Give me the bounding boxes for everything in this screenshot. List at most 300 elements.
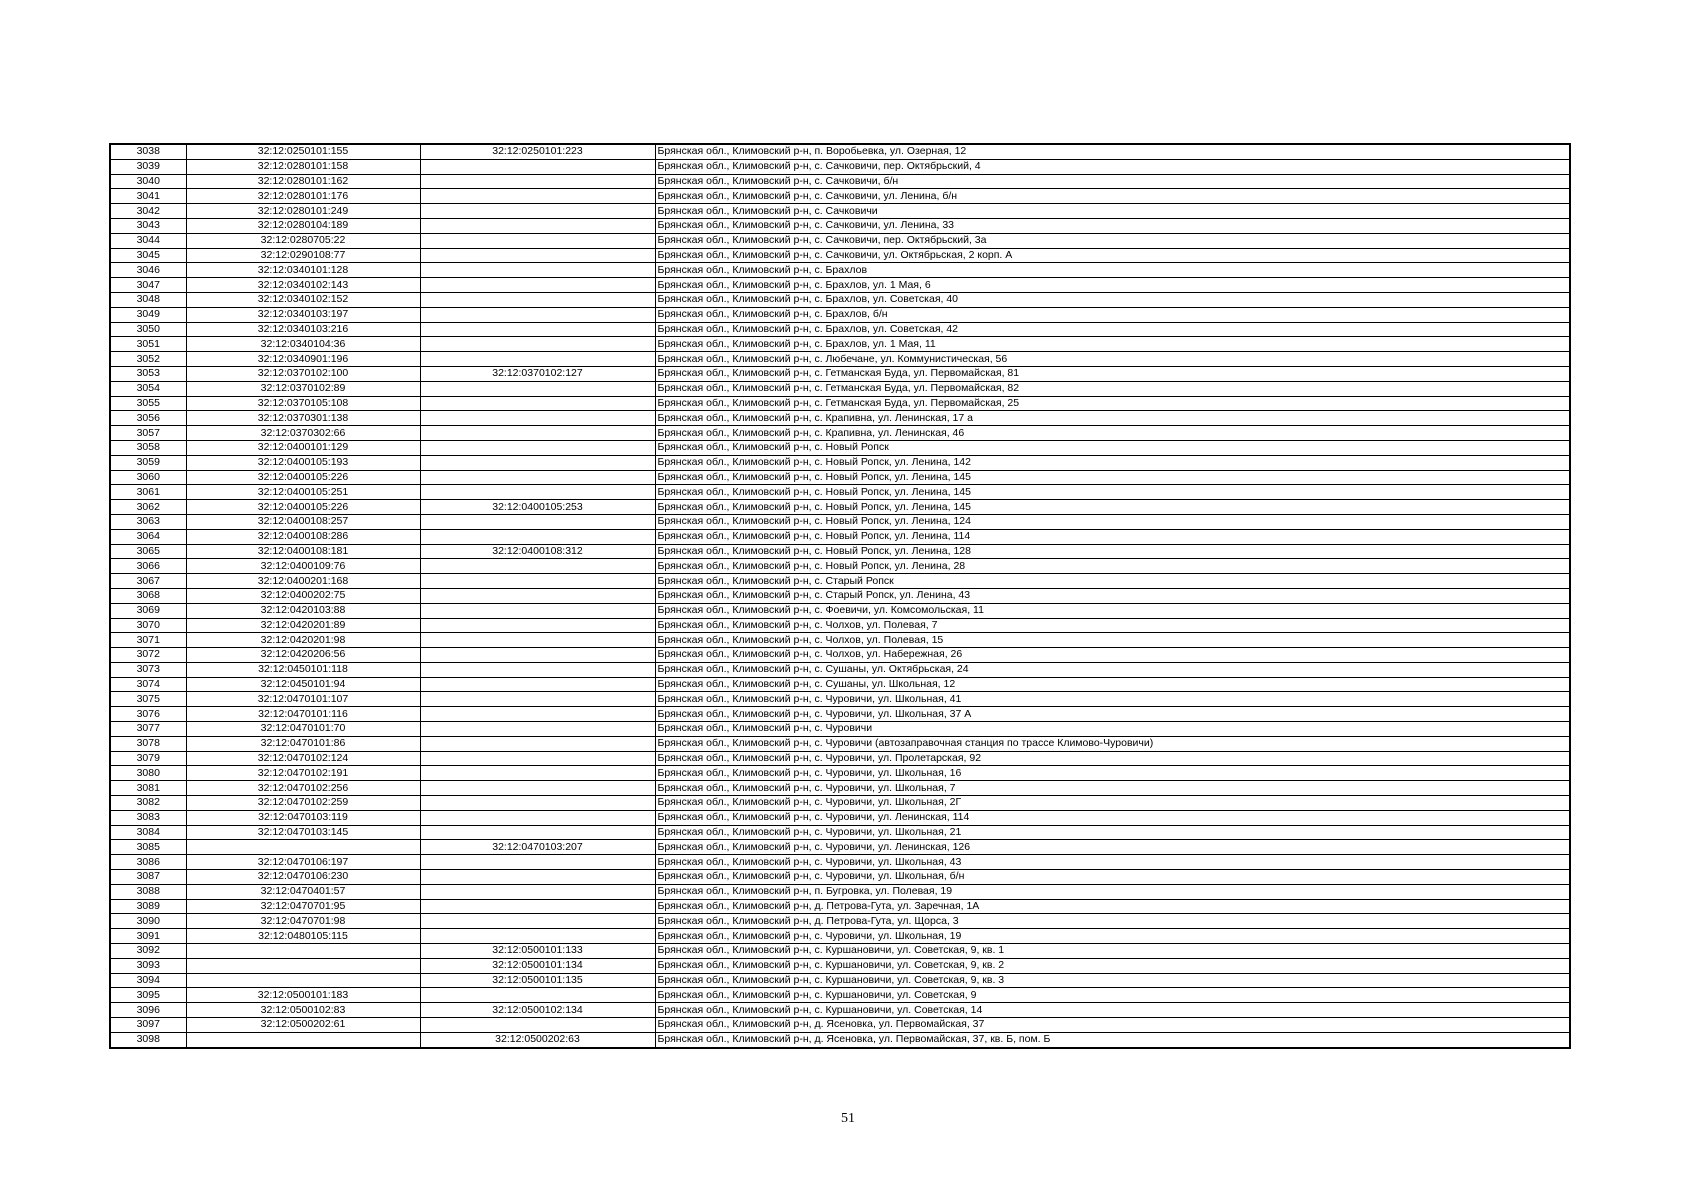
page-number: 51 [841,1111,855,1126]
cell-row-number: 3092 [110,944,186,959]
cell-cadastral-number: 32:12:0470102:191 [186,766,420,781]
cell-cadastral-number: 32:12:0470401:57 [186,884,420,899]
cell-related-cadastral-number: 32:12:0370102:127 [420,366,655,381]
cell-related-cadastral-number [420,322,655,337]
cell-address: Брянская обл., Климовский р-н, д. Ясеновка, ул. Первомайская, 37, кв. Б, пом. Б [655,1032,1570,1047]
cell-address: Брянская обл., Климовский р-н, с. Брахлов, ул. Советская, 40 [655,292,1570,307]
cell-row-number: 3079 [110,751,186,766]
cell-row-number: 3063 [110,514,186,529]
cell-address: Брянская обл., Климовский р-н, с. Новый Ропск, ул. Ленина, 145 [655,485,1570,500]
cell-address: Брянская обл., Климовский р-н, с. Чуровичи, ул. Школьная, 2Г [655,796,1570,811]
cell-cadastral-number: 32:12:0400105:193 [186,455,420,470]
cell-related-cadastral-number [420,722,655,737]
cell-related-cadastral-number [420,292,655,307]
cell-cadastral-number: 32:12:0470102:256 [186,781,420,796]
cell-row-number: 3044 [110,233,186,248]
cell-address: Брянская обл., Климовский р-н, с. Куршановичи, ул. Советская, 9, кв. 3 [655,973,1570,988]
cell-related-cadastral-number [420,337,655,352]
table-row [110,973,1570,988]
cell-row-number: 3088 [110,884,186,899]
table-row [110,662,1570,677]
cell-cadastral-number [186,840,420,855]
cell-row-number: 3043 [110,218,186,233]
table-row [110,352,1570,367]
cell-address: Брянская обл., Климовский р-н, с. Любечане, ул. Коммунистическая, 56 [655,352,1570,367]
table-row [110,781,1570,796]
cell-cadastral-number [186,944,420,959]
cell-address: Брянская обл., Климовский р-н, с. Куршановичи, ул. Советская, 9, кв. 2 [655,958,1570,973]
table-row [110,707,1570,722]
cell-address: Брянская обл., Климовский р-н, с. Гетманская Буда, ул. Первомайская, 25 [655,396,1570,411]
cell-cadastral-number: 32:12:0280101:176 [186,189,420,204]
cell-address: Брянская обл., Климовский р-н, с. Чуровичи, ул. Школьная, 37 А [655,707,1570,722]
cell-address: Брянская обл., Климовский р-н, с. Сачковичи, пер. Октябрьский, 4 [655,159,1570,174]
table-row [110,751,1570,766]
cell-cadastral-number: 32:12:0400101:129 [186,440,420,455]
cell-related-cadastral-number: 32:12:0400105:253 [420,500,655,515]
cell-row-number: 3038 [110,144,186,159]
cell-address: Брянская обл., Климовский р-н, с. Чуровичи [655,722,1570,737]
cell-row-number: 3051 [110,337,186,352]
cell-address: Брянская обл., Климовский р-н, с. Новый Ропск, ул. Ленина, 128 [655,544,1570,559]
cell-related-cadastral-number [420,307,655,322]
table-row [110,159,1570,174]
cell-address: Брянская обл., Климовский р-н, с. Чолхов, ул. Полевая, 7 [655,618,1570,633]
cell-address: Брянская обл., Климовский р-н, с. Фоевичи, ул. Комсомольская, 11 [655,603,1570,618]
table-row [110,396,1570,411]
cell-address: Брянская обл., Климовский р-н, с. Новый Ропск, ул. Ленина, 114 [655,529,1570,544]
cell-address: Брянская обл., Климовский р-н, с. Брахлов, ул. Советская, 42 [655,322,1570,337]
table-row [110,840,1570,855]
cell-cadastral-number: 32:12:0450101:94 [186,677,420,692]
cell-related-cadastral-number [420,988,655,1003]
cell-address: Брянская обл., Климовский р-н, п. Бугровка, ул. Полевая, 19 [655,884,1570,899]
cell-related-cadastral-number [420,381,655,396]
table-row [110,884,1570,899]
table-row [110,1032,1570,1047]
cell-related-cadastral-number: 32:12:0500202:63 [420,1032,655,1047]
cell-row-number: 3098 [110,1032,186,1047]
table-row [110,144,1570,159]
cell-related-cadastral-number [420,426,655,441]
cell-related-cadastral-number [420,692,655,707]
table-row [110,529,1570,544]
cell-row-number: 3073 [110,662,186,677]
cell-related-cadastral-number [420,455,655,470]
table-row [110,174,1570,189]
cell-cadastral-number: 32:12:0280101:249 [186,204,420,219]
cell-cadastral-number: 32:12:0470102:124 [186,751,420,766]
cell-related-cadastral-number [420,218,655,233]
cell-related-cadastral-number [420,618,655,633]
cell-row-number: 3086 [110,855,186,870]
cell-row-number: 3058 [110,440,186,455]
cell-related-cadastral-number [420,352,655,367]
table-row [110,233,1570,248]
cell-related-cadastral-number [420,677,655,692]
cell-row-number: 3059 [110,455,186,470]
cell-address: Брянская обл., Климовский р-н, с. Крапивна, ул. Ленинская, 17 а [655,411,1570,426]
cell-address: Брянская обл., Климовский р-н, с. Чуровичи, ул. Пролетарская, 92 [655,751,1570,766]
cell-related-cadastral-number [420,855,655,870]
cell-row-number: 3068 [110,588,186,603]
table-row [110,322,1570,337]
cell-related-cadastral-number [420,929,655,944]
cell-cadastral-number: 32:12:0370102:100 [186,366,420,381]
cell-address: Брянская обл., Климовский р-н, с. Гетманская Буда, ул. Первомайская, 81 [655,366,1570,381]
cell-row-number: 3082 [110,796,186,811]
cell-row-number: 3074 [110,677,186,692]
table-row [110,855,1570,870]
table-row [110,263,1570,278]
table-row [110,899,1570,914]
cell-address: Брянская обл., Климовский р-н, с. Брахлов, б/н [655,307,1570,322]
cell-cadastral-number: 32:12:0400201:168 [186,574,420,589]
cell-related-cadastral-number [420,870,655,885]
cell-cadastral-number: 32:12:0370301:138 [186,411,420,426]
cell-cadastral-number: 32:12:0400108:286 [186,529,420,544]
cell-related-cadastral-number: 32:12:0250101:223 [420,144,655,159]
cell-cadastral-number: 32:12:0400108:181 [186,544,420,559]
cell-cadastral-number: 32:12:0280705:22 [186,233,420,248]
table-row [110,633,1570,648]
cell-row-number: 3076 [110,707,186,722]
cell-cadastral-number: 32:12:0470701:98 [186,914,420,929]
cell-cadastral-number: 32:12:0480105:115 [186,929,420,944]
cell-address: Брянская обл., Климовский р-н, с. Сачковичи, ул. Ленина, 33 [655,218,1570,233]
table-row [110,1018,1570,1033]
table-row [110,204,1570,219]
cell-address: Брянская обл., Климовский р-н, д. Петрова-Гута, ул. Заречная, 1А [655,899,1570,914]
table-row [110,218,1570,233]
table-row [110,307,1570,322]
cell-row-number: 3071 [110,633,186,648]
cell-address: Брянская обл., Климовский р-н, с. Чуровичи, ул. Ленинская, 126 [655,840,1570,855]
cell-row-number: 3094 [110,973,186,988]
cell-address: Брянская обл., Климовский р-н, д. Ясеновка, ул. Первомайская, 37 [655,1018,1570,1033]
cell-related-cadastral-number [420,588,655,603]
cell-related-cadastral-number [420,825,655,840]
cell-cadastral-number: 32:12:0370105:108 [186,396,420,411]
cell-cadastral-number: 32:12:0340901:196 [186,352,420,367]
cell-cadastral-number [186,958,420,973]
table-row [110,914,1570,929]
table-row [110,366,1570,381]
table-row [110,337,1570,352]
cell-row-number: 3039 [110,159,186,174]
cell-row-number: 3054 [110,381,186,396]
cell-row-number: 3085 [110,840,186,855]
cell-address: Брянская обл., Климовский р-н, с. Чуровичи, ул. Школьная, 21 [655,825,1570,840]
cell-cadastral-number: 32:12:0340102:152 [186,292,420,307]
cell-cadastral-number: 32:12:0340104:36 [186,337,420,352]
cell-address: Брянская обл., Климовский р-н, с. Крапивна, ул. Ленинская, 46 [655,426,1570,441]
cell-related-cadastral-number [420,233,655,248]
registry-table [109,143,1571,1049]
cell-related-cadastral-number [420,440,655,455]
cell-address: Брянская обл., Климовский р-н, с. Чолхов, ул. Набережная, 26 [655,648,1570,663]
cell-related-cadastral-number [420,529,655,544]
cell-address: Брянская обл., Климовский р-н, с. Новый Ропск, ул. Ленина, 28 [655,559,1570,574]
cell-address: Брянская обл., Климовский р-н, с. Новый Ропск, ул. Ленина, 142 [655,455,1570,470]
table-row [110,722,1570,737]
cell-related-cadastral-number [420,899,655,914]
cell-row-number: 3067 [110,574,186,589]
registry-table-body [110,144,1570,1048]
cell-address: Брянская обл., Климовский р-н, с. Сачковичи [655,204,1570,219]
table-row [110,189,1570,204]
cell-cadastral-number: 32:12:0450101:118 [186,662,420,677]
cell-cadastral-number: 32:12:0470103:145 [186,825,420,840]
cell-cadastral-number: 32:12:0340103:197 [186,307,420,322]
cell-related-cadastral-number [420,662,655,677]
cell-row-number: 3080 [110,766,186,781]
table-row [110,544,1570,559]
cell-row-number: 3077 [110,722,186,737]
cell-related-cadastral-number: 32:12:0400108:312 [420,544,655,559]
cell-row-number: 3047 [110,278,186,293]
cell-cadastral-number: 32:12:0400202:75 [186,588,420,603]
table-row [110,292,1570,307]
table-row [110,500,1570,515]
table-row [110,514,1570,529]
cell-row-number: 3046 [110,263,186,278]
cell-cadastral-number: 32:12:0280101:158 [186,159,420,174]
cell-cadastral-number: 32:12:0420201:89 [186,618,420,633]
table-row [110,692,1570,707]
cell-row-number: 3083 [110,810,186,825]
cell-row-number: 3040 [110,174,186,189]
cell-row-number: 3060 [110,470,186,485]
cell-row-number: 3066 [110,559,186,574]
cell-related-cadastral-number [420,766,655,781]
cell-related-cadastral-number [420,396,655,411]
cell-address: Брянская обл., Климовский р-н, с. Чуровичи, ул. Школьная, 16 [655,766,1570,781]
cell-cadastral-number: 32:12:0250101:155 [186,144,420,159]
table-row [110,988,1570,1003]
cell-cadastral-number: 32:12:0470701:95 [186,899,420,914]
cell-row-number: 3081 [110,781,186,796]
cell-address: Брянская обл., Климовский р-н, с. Брахлов, ул. 1 Мая, 11 [655,337,1570,352]
table-row [110,766,1570,781]
cell-address: Брянская обл., Климовский р-н, с. Сачковичи, б/н [655,174,1570,189]
cell-address: Брянская обл., Климовский р-н, с. Чуровичи, ул. Ленинская, 114 [655,810,1570,825]
cell-related-cadastral-number: 32:12:0500102:134 [420,1003,655,1018]
cell-row-number: 3070 [110,618,186,633]
cell-address: Брянская обл., Климовский р-н, с. Чуровичи, ул. Школьная, 7 [655,781,1570,796]
cell-address: Брянская обл., Климовский р-н, с. Чуровичи, ул. Школьная, 19 [655,929,1570,944]
cell-row-number: 3072 [110,648,186,663]
cell-cadastral-number: 32:12:0470101:116 [186,707,420,722]
table-row [110,603,1570,618]
cell-row-number: 3084 [110,825,186,840]
cell-row-number: 3052 [110,352,186,367]
cell-row-number: 3056 [110,411,186,426]
cell-cadastral-number [186,1032,420,1047]
cell-row-number: 3069 [110,603,186,618]
table-row [110,588,1570,603]
cell-row-number: 3075 [110,692,186,707]
cell-cadastral-number: 32:12:0420206:56 [186,648,420,663]
cell-related-cadastral-number [420,411,655,426]
cell-address: Брянская обл., Климовский р-н, с. Сачковичи, пер. Октябрьский, 3а [655,233,1570,248]
cell-related-cadastral-number [420,559,655,574]
cell-related-cadastral-number: 32:12:0470103:207 [420,840,655,855]
cell-row-number: 3053 [110,366,186,381]
cell-cadastral-number: 32:12:0420103:88 [186,603,420,618]
cell-related-cadastral-number [420,736,655,751]
cell-row-number: 3045 [110,248,186,263]
cell-cadastral-number: 32:12:0290108:77 [186,248,420,263]
table-row [110,1003,1570,1018]
table-row [110,574,1570,589]
cell-address: Брянская обл., Климовский р-н, с. Старый Ропск [655,574,1570,589]
cell-related-cadastral-number [420,204,655,219]
cell-row-number: 3087 [110,870,186,885]
cell-cadastral-number: 32:12:0370102:89 [186,381,420,396]
cell-related-cadastral-number [420,603,655,618]
cell-address: Брянская обл., Климовский р-н, с. Сачковичи, ул. Ленина, б/н [655,189,1570,204]
table-row [110,485,1570,500]
cell-address: Брянская обл., Климовский р-н, с. Старый Ропск, ул. Ленина, 43 [655,588,1570,603]
cell-cadastral-number: 32:12:0500202:61 [186,1018,420,1033]
cell-row-number: 3041 [110,189,186,204]
cell-address: Брянская обл., Климовский р-н, с. Новый Ропск, ул. Ленина, 145 [655,470,1570,485]
cell-related-cadastral-number: 32:12:0500101:135 [420,973,655,988]
cell-row-number: 3097 [110,1018,186,1033]
cell-cadastral-number: 32:12:0470106:230 [186,870,420,885]
cell-cadastral-number: 32:12:0470101:86 [186,736,420,751]
table-row [110,411,1570,426]
cell-address: Брянская обл., Климовский р-н, с. Новый Ропск, ул. Ленина, 145 [655,500,1570,515]
cell-row-number: 3042 [110,204,186,219]
cell-cadastral-number: 32:12:0370302:66 [186,426,420,441]
table-row [110,455,1570,470]
table-row [110,470,1570,485]
cell-cadastral-number [186,973,420,988]
cell-cadastral-number: 32:12:0280104:189 [186,218,420,233]
cell-cadastral-number: 32:12:0340102:143 [186,278,420,293]
cell-address: Брянская обл., Климовский р-н, с. Сушаны, ул. Октябрьская, 24 [655,662,1570,677]
cell-related-cadastral-number [420,189,655,204]
cell-cadastral-number: 32:12:0400108:257 [186,514,420,529]
cell-cadastral-number: 32:12:0340103:216 [186,322,420,337]
table-row [110,929,1570,944]
table-row [110,677,1570,692]
table-row [110,440,1570,455]
table-row [110,810,1570,825]
cell-row-number: 3064 [110,529,186,544]
cell-address: Брянская обл., Климовский р-н, с. Новый Ропск, ул. Ленина, 124 [655,514,1570,529]
cell-related-cadastral-number [420,248,655,263]
cell-cadastral-number: 32:12:0470101:107 [186,692,420,707]
cell-address: Брянская обл., Климовский р-н, с. Сушаны, ул. Школьная, 12 [655,677,1570,692]
cell-cadastral-number: 32:12:0400109:76 [186,559,420,574]
cell-related-cadastral-number [420,263,655,278]
cell-address: Брянская обл., Климовский р-н, с. Брахлов, ул. 1 Мая, 6 [655,278,1570,293]
table-row [110,870,1570,885]
cell-cadastral-number: 32:12:0400105:251 [186,485,420,500]
cell-row-number: 3078 [110,736,186,751]
cell-related-cadastral-number [420,278,655,293]
cell-address: Брянская обл., Климовский р-н, с. Сачковичи, ул. Октябрьская, 2 корп. А [655,248,1570,263]
cell-row-number: 3048 [110,292,186,307]
table-row [110,559,1570,574]
cell-address: Брянская обл., Климовский р-н, с. Гетманская Буда, ул. Первомайская, 82 [655,381,1570,396]
cell-cadastral-number: 32:12:0470106:197 [186,855,420,870]
cell-row-number: 3050 [110,322,186,337]
cell-related-cadastral-number [420,470,655,485]
cell-address: Брянская обл., Климовский р-н, с. Чуровичи, ул. Школьная, 43 [655,855,1570,870]
cell-related-cadastral-number [420,914,655,929]
table-row [110,248,1570,263]
cell-address: Брянская обл., Климовский р-н, с. Чолхов, ул. Полевая, 15 [655,633,1570,648]
cell-related-cadastral-number [420,884,655,899]
cell-row-number: 3055 [110,396,186,411]
cell-address: Брянская обл., Климовский р-н, с. Куршановичи, ул. Советская, 9 [655,988,1570,1003]
cell-row-number: 3093 [110,958,186,973]
cell-related-cadastral-number: 32:12:0500101:134 [420,958,655,973]
table-row [110,648,1570,663]
cell-cadastral-number: 32:12:0340101:128 [186,263,420,278]
cell-address: Брянская обл., Климовский р-н, с. Чуровичи (автозаправочная станция по трассе Климово-Чуровичи) [655,736,1570,751]
cell-row-number: 3091 [110,929,186,944]
cell-row-number: 3049 [110,307,186,322]
cell-address: Брянская обл., Климовский р-н, с. Куршановичи, ул. Советская, 9, кв. 1 [655,944,1570,959]
cell-row-number: 3062 [110,500,186,515]
cell-related-cadastral-number [420,648,655,663]
cell-related-cadastral-number [420,707,655,722]
table-row [110,944,1570,959]
cell-row-number: 3090 [110,914,186,929]
table-row [110,426,1570,441]
cell-related-cadastral-number [420,810,655,825]
cell-row-number: 3061 [110,485,186,500]
cell-row-number: 3065 [110,544,186,559]
cell-related-cadastral-number [420,514,655,529]
cell-address: Брянская обл., Климовский р-н, п. Воробьевка, ул. Озерная, 12 [655,144,1570,159]
table-row [110,958,1570,973]
cell-address: Брянская обл., Климовский р-н, с. Чуровичи, ул. Школьная, б/н [655,870,1570,885]
cell-row-number: 3096 [110,1003,186,1018]
cell-cadastral-number: 32:12:0470103:119 [186,810,420,825]
table-row [110,278,1570,293]
cell-cadastral-number: 32:12:0470102:259 [186,796,420,811]
table-row [110,618,1570,633]
cell-address: Брянская обл., Климовский р-н, с. Новый Ропск [655,440,1570,455]
cell-address: Брянская обл., Климовский р-н, с. Брахлов [655,263,1570,278]
cell-cadastral-number: 32:12:0400105:226 [186,470,420,485]
table-row [110,825,1570,840]
cell-row-number: 3095 [110,988,186,1003]
cell-cadastral-number: 32:12:0400105:226 [186,500,420,515]
cell-related-cadastral-number [420,159,655,174]
cell-row-number: 3057 [110,426,186,441]
cell-related-cadastral-number [420,1018,655,1033]
cell-related-cadastral-number [420,751,655,766]
cell-related-cadastral-number [420,174,655,189]
cell-address: Брянская обл., Климовский р-н, с. Чуровичи, ул. Школьная, 41 [655,692,1570,707]
cell-related-cadastral-number [420,781,655,796]
table-row [110,736,1570,751]
cell-related-cadastral-number [420,574,655,589]
table-row [110,796,1570,811]
cell-address: Брянская обл., Климовский р-н, с. Куршановичи, ул. Советская, 14 [655,1003,1570,1018]
cell-address: Брянская обл., Климовский р-н, д. Петрова-Гута, ул. Щорса, 3 [655,914,1570,929]
cell-related-cadastral-number [420,796,655,811]
cell-cadastral-number: 32:12:0500101:183 [186,988,420,1003]
cell-row-number: 3089 [110,899,186,914]
